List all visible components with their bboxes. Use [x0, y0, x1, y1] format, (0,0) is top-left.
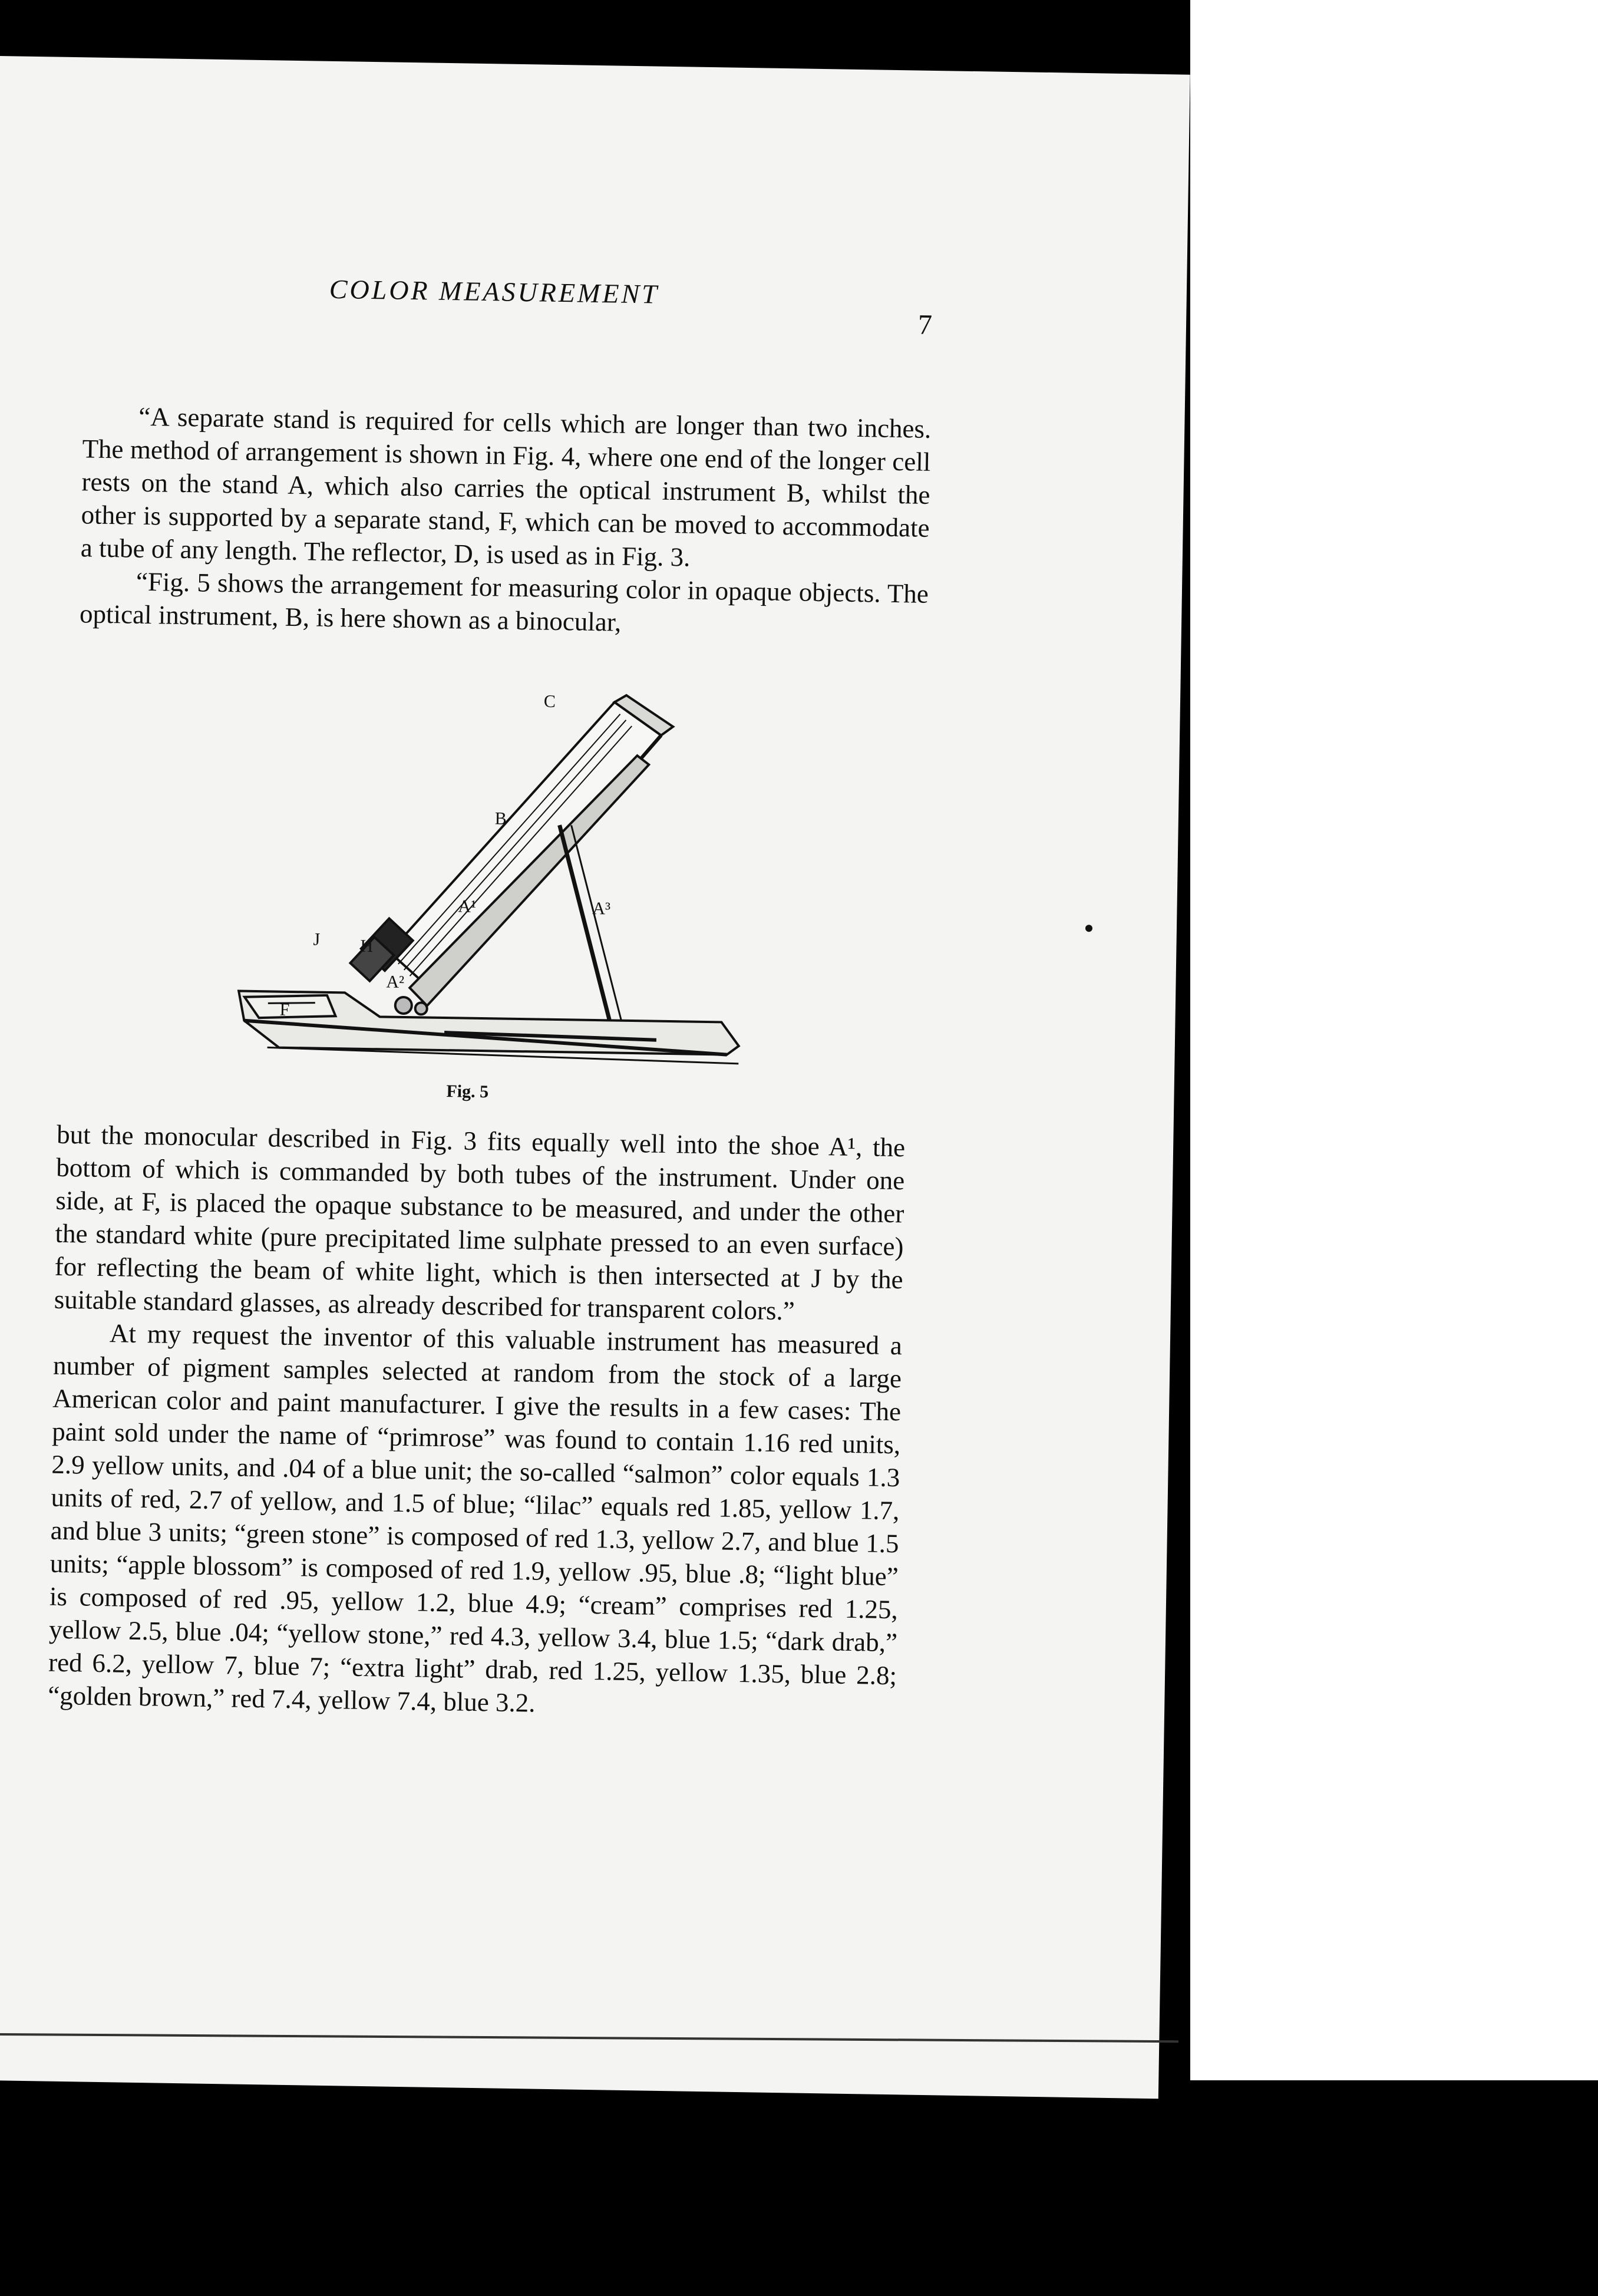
label-h: H [360, 936, 374, 956]
paragraph-pigment-samples: At my request the inventor of this valuable instrument has measured a number of pigment samples selected at random from the stock of a large American color and paint manufacturer. I give the results in a few cases: The paint sold under the name of “primrose” was found to contain 1.16 red units, 2.9 yellow units, and .04 of a blue unit; the so-called “salmon” color equals 1.3 units of red, 2.7 of yellow, and 1.5 of blue; “lilac” equals red 1.85, yellow 1.7, and blue 3 units; “green stone” is composed of red 1.3, yellow 2.7, and blue 1.5 units; “apple blossom” is composed of red 1.9, yellow .95, blue .8; “light blue” is composed of red .95, yellow 1.2, blue 4.9; “cream” comprises red 1.25, yellow 2.5, blue .04; “yellow stone,” red 4.3, yellow 3.4, blue 1.5; “dark drab,” red 6.2, yellow 7, blue 7; “extra light” drab, red 1.25, yellow 1.35, blue 2.8; “golden brown,” red 7.4, yellow 7.4, blue 3.2. [47, 1318, 903, 1718]
upper-text-block [80, 399, 932, 644]
label-b: B [494, 809, 507, 829]
label-j: J [313, 929, 321, 949]
paragraph-fig4: “A separate stand is required for cells which are longer than two inches. The method of arrangement is shown in Fig. 4, where one end of the longer cell rests on the stand A, which also carries the optical instrument B, whilst the other is supported by a separate stand, F, which can be moved to accommodate a tube of any length. The reflector, D, is used as in Fig. 3. [80, 401, 932, 572]
book-page [0, 56, 1190, 2099]
label-c: C [543, 691, 556, 711]
paragraph-fig5-intro: “Fig. 5 shows the arrangement for measuring color in opaque objects. The optical instrument, B, is here shown as a binocular, [79, 566, 929, 637]
scan-margin-right [1190, 0, 1598, 2080]
lower-text-block [48, 1118, 906, 1725]
label-a1: A¹ [458, 896, 477, 916]
figure-caption: Fig. 5 [446, 1081, 489, 1102]
label-f: F [279, 999, 290, 1020]
label-a2: A² [386, 972, 405, 992]
page-number: 7 [917, 309, 933, 341]
figure-5-illustration [231, 684, 756, 1111]
ink-speck [1085, 925, 1092, 932]
running-head: COLOR MEASUREMENT [329, 273, 660, 309]
paragraph-fig5-continued: but the monocular described in Fig. 3 fits equally well into the shoe A¹, the bottom of which is commanded by both tubes of the instrument. Under one side, at F, is placed the opaque substance to be measured, and under the other the standard white (pure precipitated lime sulphate pressed to an even surface) for reflecting the beam of white light, which is then intersected at J by the suitable standard glasses, as already described for transparent colors.” [54, 1119, 906, 1326]
label-a3: A³ [592, 898, 611, 919]
